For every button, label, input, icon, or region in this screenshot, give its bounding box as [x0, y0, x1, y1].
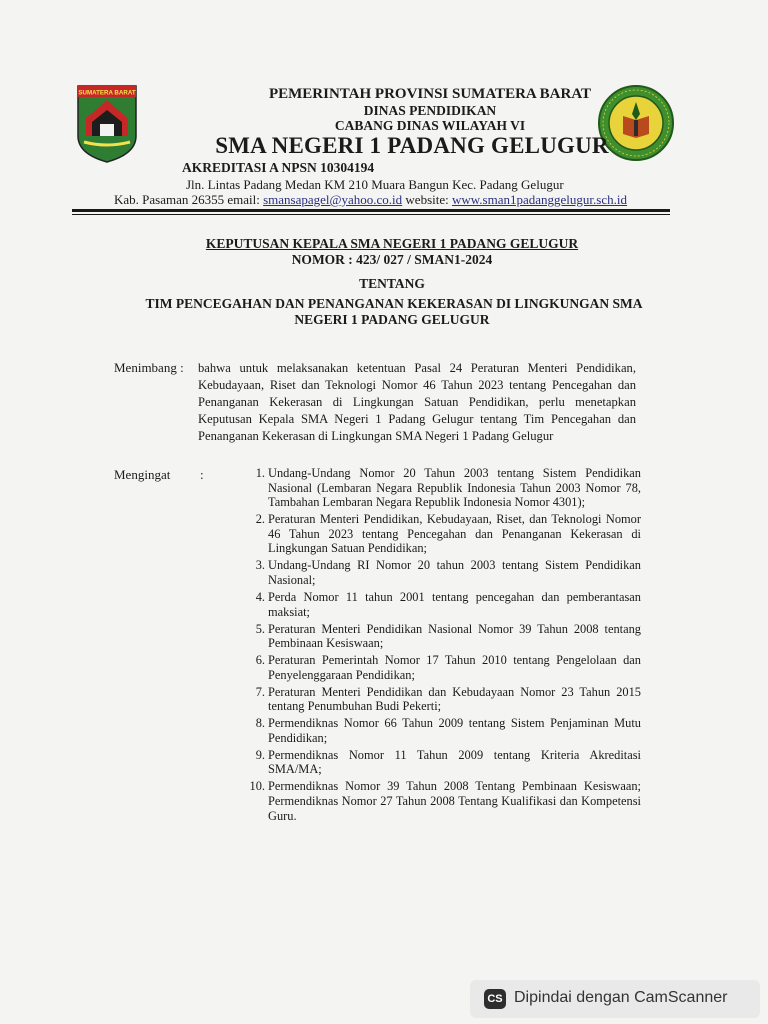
- list-item-number: 3.: [255, 558, 265, 573]
- list-item: [243, 653, 641, 682]
- letterhead-divider-thin: [72, 214, 670, 215]
- decree-subject-line1: TIM PENCEGAHAN DAN PENANGANAN KEKERASAN DI LINGKUNGAN SMA: [145, 296, 643, 311]
- list-item: [243, 622, 641, 651]
- list-item: [243, 466, 641, 510]
- decree-number: NOMOR : 423/ 027 / SMAN1-2024: [291, 252, 493, 267]
- emblem-banner-text: SUMATERA BARAT: [78, 89, 136, 97]
- list-item-number: 4.: [255, 589, 265, 604]
- list-item-number: 1.: [255, 466, 265, 480]
- camscanner-watermark: [470, 980, 760, 1018]
- list-item: [243, 558, 641, 587]
- list-item: [243, 590, 641, 619]
- menimbang-text: bahwa untuk melaksanakan ketentuan Pasal 24 Peraturan Menteri Pendidikan, Kebudayaan, Riset dan Teknologi Nomor 46 Tahun 2023 tentang Pencegahan dan Penanganan Kekerasan di Lingkungan Satuan Pendidikan, perlu menetapkan Keputusan Kepala SMA Negeri 1 Padang Gelugur tentang Tim Pencegahan dan Penanganan Kekerasan di Lingkungan SMA Negeri 1 Padang Gelugur: [198, 361, 636, 443]
- list-item-text: Permendiknas Nomor 11 Tahun 2009 tentang Kriteria Akreditasi SMA/MA;: [268, 747, 641, 777]
- government-heading: PEMERINTAH PROVINSI SUMATERA BARAT: [268, 86, 592, 102]
- decree-subject-line2: NEGERI 1 PADANG GELUGUR: [294, 312, 490, 327]
- list-item-number: 2.: [255, 512, 265, 527]
- mengingat-label: Mengingat: [114, 467, 171, 482]
- website-label: website:: [402, 192, 452, 207]
- address-line: Jln. Lintas Padang Medan KM 210 Muara Bangun Kec. Padang Gelugur: [186, 177, 564, 192]
- email-link[interactable]: smansapagel@yahoo.co.id: [263, 192, 403, 207]
- list-item-number: 5.: [255, 621, 265, 636]
- list-item: [243, 716, 641, 745]
- list-item-text: Undang-Undang Nomor 20 Tahun 2003 tentang Sistem Pendidikan Nasional (Lembaran Negara Republik Indonesia Tahun 2003 Nomor 78, Tambahan Lembaran Negara Republik Indonesia Nomor 4301);: [268, 466, 641, 510]
- list-item: [243, 512, 641, 556]
- list-item: [243, 685, 641, 714]
- list-item-text: Peraturan Menteri Pendidikan Nasional Nomor 39 Tahun 2008 tentang Pembinaan Kesiswaan;: [268, 621, 641, 651]
- mengingat-list: [243, 466, 641, 826]
- list-item-number: 7.: [255, 684, 265, 699]
- list-item-text: Peraturan Menteri Pendidikan dan Kebudayaan Nomor 23 Tahun 2015 tentang Penumbuhan Budi Pekerti;: [268, 684, 641, 714]
- contact-line: [114, 192, 627, 208]
- list-item-text: Undang-Undang RI Nomor 20 tahun 2003 tentang Sistem Pendidikan Nasional;: [268, 558, 641, 587]
- list-item-number: 9.: [255, 747, 265, 762]
- list-item-number: 6.: [255, 653, 265, 668]
- list-item-text: Peraturan Menteri Pendidikan, Kebudayaan, Riset, dan Teknologi Nomor 46 Tahun 2023 tentang Pencegahan dan Penanganan Kekerasan di Lingkungan Satuan Pendidikan;: [268, 512, 641, 556]
- list-item: [243, 779, 641, 823]
- contact-prefix: Kab. Pasaman 26355 email:: [114, 192, 264, 207]
- letterhead-divider-thick: [72, 209, 670, 212]
- list-item-text: Perda Nomor 11 tahun 2001 tentang pencegahan dan pemberantasan maksiat;: [268, 589, 641, 619]
- website-link[interactable]: www.sman1padanggelugur.sch.id: [451, 192, 627, 207]
- school-name: SMA NEGERI 1 PADANG GELUGUR: [215, 133, 609, 158]
- list-item-number: 8.: [255, 716, 265, 731]
- camscanner-label: Dipindai dengan CamScanner: [514, 989, 728, 1006]
- branch-heading: CABANG DINAS WILAYAH VI: [334, 118, 526, 133]
- menimbang-label: Menimbang :: [114, 360, 184, 375]
- mengingat-colon: :: [200, 467, 204, 482]
- list-item-text: Permendiknas Nomor 39 Tahun 2008 Tentang Pembinaan Kesiswaan; Permendiknas Nomor 27 Tahun 2008 Tentang Kualifikasi dan Kompetensi Guru.: [268, 779, 641, 823]
- decree-about: TENTANG: [359, 276, 425, 291]
- camscanner-icon: CS: [484, 989, 506, 1009]
- decree-title: KEPUTUSAN KEPALA SMA NEGERI 1 PADANG GELUGUR: [205, 236, 579, 251]
- accreditation-line: AKREDITASI A NPSN 10304194: [182, 160, 375, 175]
- list-item-text: Permendiknas Nomor 66 Tahun 2009 tentang Sistem Penjaminan Mutu Pendidikan;: [268, 716, 641, 745]
- department-heading: DINAS PENDIDIKAN: [363, 103, 497, 118]
- list-item-text: Peraturan Pemerintah Nomor 17 Tahun 2010 tentang Pengelolaan dan Penyelenggaraan Pendidikan;: [268, 653, 641, 682]
- list-item-number: 10.: [249, 779, 265, 794]
- list-item: [243, 748, 641, 777]
